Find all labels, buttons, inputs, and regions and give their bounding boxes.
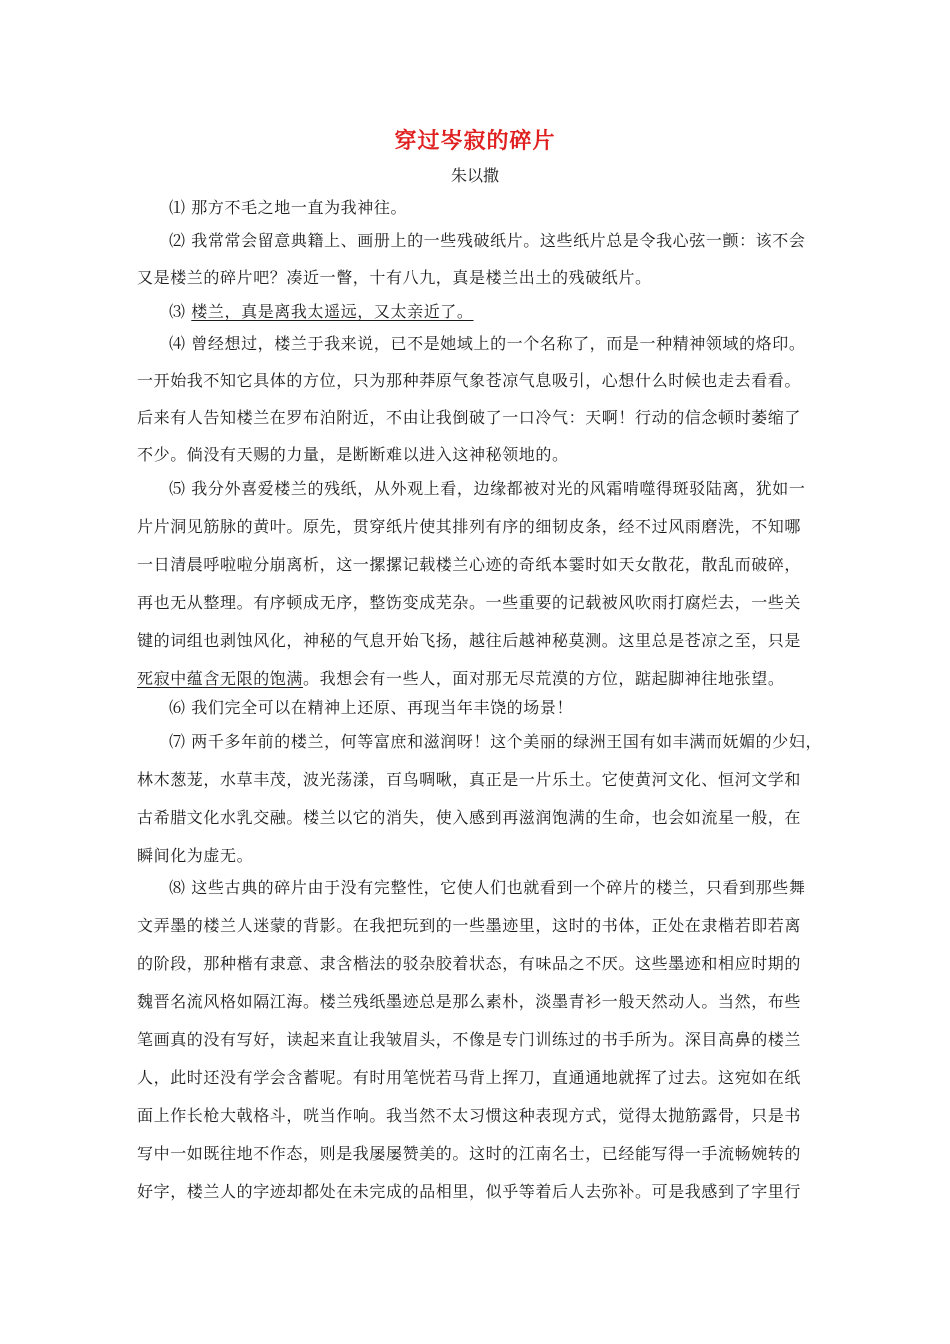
text-line — [137, 669, 817, 689]
text-line: 笔画真的没有写好，读起来直让我皱眉头，不像是专门训练过的书手所为。深目高鼻的楼兰 — [137, 1030, 802, 1049]
paragraph-3 — [137, 302, 817, 322]
paragraph-5 — [137, 479, 817, 689]
text-line: ⑺ 两千多年前的楼兰，何等富庶和滋润呀！这个美丽的绿洲王国有如丰满而妩媚的少妇， — [169, 732, 823, 751]
sentence-tail: 。我想会有一些人，面对那无尽荒漠的方位，踮起脚神往地张望。 — [303, 669, 785, 688]
author-name: 朱以撒 — [450, 166, 499, 185]
article-title: 穿过岑寂的碎片 — [394, 128, 556, 154]
text-line: ⑹ 我们完全可以在精神上还原、再现当年丰饶的场景！ — [169, 698, 574, 717]
paragraph-number: ⑶ — [169, 302, 192, 321]
text-line: ⑴ 那方不毛之地一直为我神往。 — [169, 198, 408, 217]
text-line: ⑷ 曾经想过，楼兰于我来说，已不是她域上的一个名称了，而是一种精神领域的烙印。 — [169, 334, 806, 353]
text-line: 面上作长枪大戟格斗，咣当作响。我当然不太习惯这种表现方式，觉得太抛筋露骨，只是书 — [137, 1106, 802, 1125]
text-line: 古希腊文化水乳交融。楼兰以它的消失，使入感到再滋润饱满的生命，也会如流星一般，在 — [137, 808, 802, 827]
text-line: 再也无从整理。有序顿成无序，整饬变成芜杂。一些重要的记载被风吹雨打腐烂去，一些关 — [137, 593, 802, 612]
text-line: 林木葱茏，水草丰茂，波光荡漾，百鸟啁啾，真正是一片乐土。它使黄河文化、恒河文学和 — [137, 770, 802, 789]
paragraph-6 — [137, 698, 817, 718]
text-line: ⑻ 这些古典的碎片由于没有完整性，它使人们也就看到一个碎片的楼兰，只看到那些舞 — [169, 878, 806, 897]
paragraph-2 — [137, 231, 817, 288]
text-line: 的阶段，那种楷有隶意、隶含楷法的驳杂胶着状态，有味品之不厌。这些墨迹和相应时期的 — [137, 954, 802, 973]
text-line — [137, 302, 817, 322]
text-line: 又是楼兰的碎片吧？凑近一瞥，十有八九，真是楼兰出土的残破纸片。 — [137, 268, 652, 287]
text-line: 人，此时还没有学会含蓄呢。有时用笔恍若马背上挥刀，直通通地就挥了过去。这宛如在纸 — [137, 1068, 802, 1087]
text-line: 后来有人告知楼兰在罗布泊附近，不由让我倒破了一口冷气：天啊！行动的信念顿时萎缩了 — [137, 408, 802, 427]
text-line: 不少。倘没有天赐的力量，是断断难以进入这神秘领地的。 — [137, 445, 569, 464]
text-line: 瞬间化为虚无。 — [137, 846, 254, 865]
paragraph-4 — [137, 334, 817, 465]
text-line: ⑵ 我常常会留意典籍上、画册上的一些残破纸片。这些纸片总是令我心弦一颤：该不会 — [169, 231, 806, 250]
text-line: 好字，楼兰人的字迹却都处在未完成的品相里，似乎等着后人去弥补。可是我感到了字里行 — [137, 1182, 802, 1201]
text-line: 片片洞见筋脉的黄叶。原先，贯穿纸片使其排列有序的细韧皮条，经不过风雨磨洗，不知哪 — [137, 517, 802, 536]
text-line: 一日清晨呼啦啦分崩离析，这一摞摞记载楼兰心迹的奇纸本霎时如天女散花，散乱而破碎， — [137, 555, 802, 574]
text-line: ⑸ 我分外喜爱楼兰的残纸，从外观上看，边缘都被对光的风霜啃噬得斑驳陆离，犹如一 — [169, 479, 806, 498]
paragraph-1 — [137, 198, 817, 218]
text-line: 写中一如既往地不作态，则是我屡屡赞美的。这时的江南名士，已经能写得一手流畅婉转的 — [137, 1144, 802, 1163]
underlined-sentence: 楼兰，真是离我太遥远，又太亲近了。 — [191, 302, 474, 321]
text-line: 文弄墨的楼兰人迷蒙的背影。在我把玩到的一些墨迹里，这时的书体，正处在隶楷若即若离 — [137, 916, 802, 935]
paragraph-8 — [137, 878, 817, 1202]
text-line: 魏晋名流风格如隔江海。楼兰残纸墨迹总是那么素朴，淡墨青衫一般天然动人。当然，布些 — [137, 992, 802, 1011]
text-line: 键的词组也剥蚀风化，神秘的气息开始飞扬，越往后越神秘莫测。这里总是苍凉之至，只是 — [137, 631, 802, 650]
underlined-phrase: 死寂中蕴含无限的饱满 — [137, 669, 304, 688]
text-line: 一开始我不知它具体的方位，只为那种莽原气象苍凉气息吸引，心想什么时候也走去看看。 — [137, 371, 802, 390]
paragraph-7 — [137, 732, 823, 866]
